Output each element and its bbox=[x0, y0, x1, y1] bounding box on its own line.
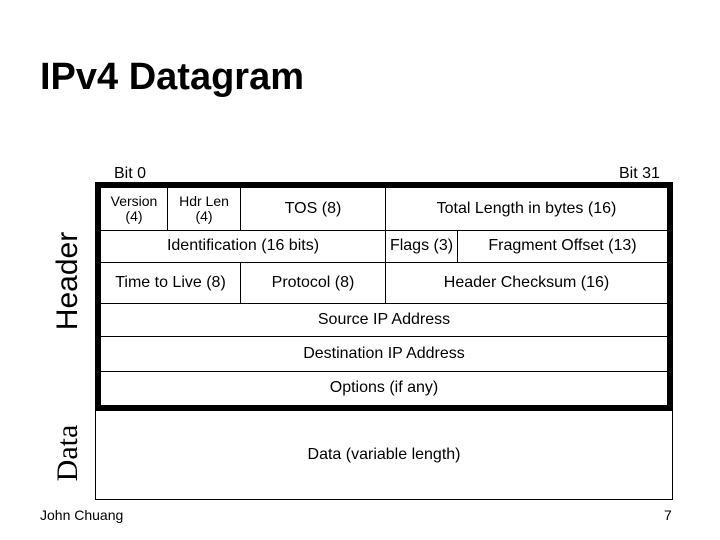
data-side-label: Data bbox=[51, 424, 84, 482]
header-side-label: Header bbox=[51, 231, 84, 331]
source-ip-field: Source IP Address bbox=[101, 304, 667, 336]
version-field-name: Version bbox=[110, 193, 158, 210]
tos-field: TOS (8) bbox=[241, 188, 385, 230]
ttl-field: Time to Live (8) bbox=[101, 263, 240, 303]
destination-ip-field: Destination IP Address bbox=[101, 337, 667, 371]
header-section-box bbox=[95, 182, 673, 411]
options-field: Options (if any) bbox=[101, 372, 667, 405]
bit-0-label: Bit 0 bbox=[114, 165, 147, 182]
version-field-bits: (4) bbox=[125, 208, 143, 224]
footer-author: John Chuang bbox=[40, 507, 124, 523]
flags-field: Flags (3) bbox=[386, 231, 457, 262]
bit-31-label: Bit 31 bbox=[619, 165, 660, 182]
page-number: 7 bbox=[664, 507, 672, 523]
total-length-field: Total Length in bytes (16) bbox=[386, 188, 667, 230]
hdr-len-field-bits: (4) bbox=[195, 208, 213, 224]
identification-field: Identification (16 bits) bbox=[101, 231, 385, 262]
header-checksum-field: Header Checksum (16) bbox=[386, 263, 667, 303]
data-field: Data (variable length) bbox=[96, 411, 672, 499]
hdr-len-field-name: Hdr Len bbox=[179, 193, 229, 210]
slide-title: IPv4 Datagram bbox=[40, 56, 305, 98]
fragment-offset-field: Fragment Offset (13) bbox=[458, 231, 667, 262]
protocol-field: Protocol (8) bbox=[241, 263, 385, 303]
